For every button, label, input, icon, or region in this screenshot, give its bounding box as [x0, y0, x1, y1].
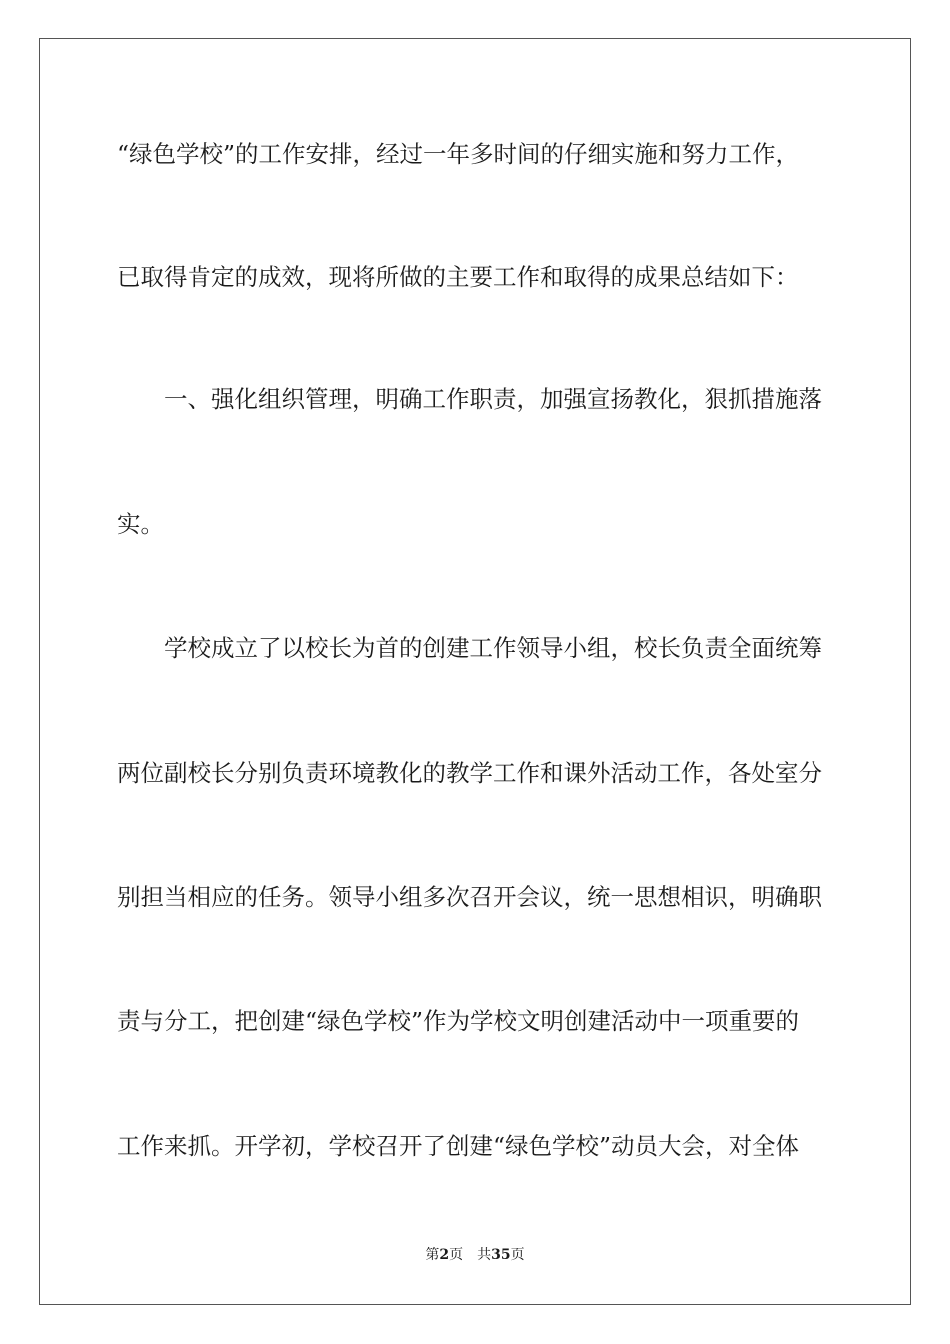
page-footer [0, 1246, 950, 1264]
paragraph-line: 工作来抓。开学初，学校召开了创建“绿色学校”动员大会，对全体 [117, 1132, 800, 1160]
page-border [39, 38, 911, 1305]
page-prefix: 第 [425, 1247, 440, 1263]
paragraph-line: 别担当相应的任务。领导小组多次召开会议，统一思想相识，明确职 [117, 883, 822, 911]
paragraph-line: 两位副校长分别负责环境教化的教学工作和课外活动工作，各处室分 [117, 759, 822, 787]
paragraph-line: 责与分工，把创建“绿色学校”作为学校文明创建活动中一项重要的 [117, 1007, 800, 1035]
total-suffix: 页 [510, 1247, 525, 1263]
section-heading-line: 实。 [117, 510, 164, 538]
paragraph-line: 已取得肯定的成效，现将所做的主要工作和取得的成果总结如下： [117, 263, 799, 291]
page-number: 2 [439, 1247, 450, 1263]
section-heading-line: 一、强化组织管理，明确工作职责，加强宣扬教化，狠抓措施落 [164, 385, 822, 413]
total-pages: 35 [491, 1247, 511, 1263]
total-prefix: 共 [477, 1247, 492, 1263]
page-suffix: 页 [449, 1247, 464, 1263]
paragraph-line: “绿色学校”的工作安排，经过一年多时间的仔细实施和努力工作， [117, 140, 800, 168]
paragraph-line: 学校成立了以校长为首的创建工作领导小组，校长负责全面统筹 [164, 634, 822, 662]
